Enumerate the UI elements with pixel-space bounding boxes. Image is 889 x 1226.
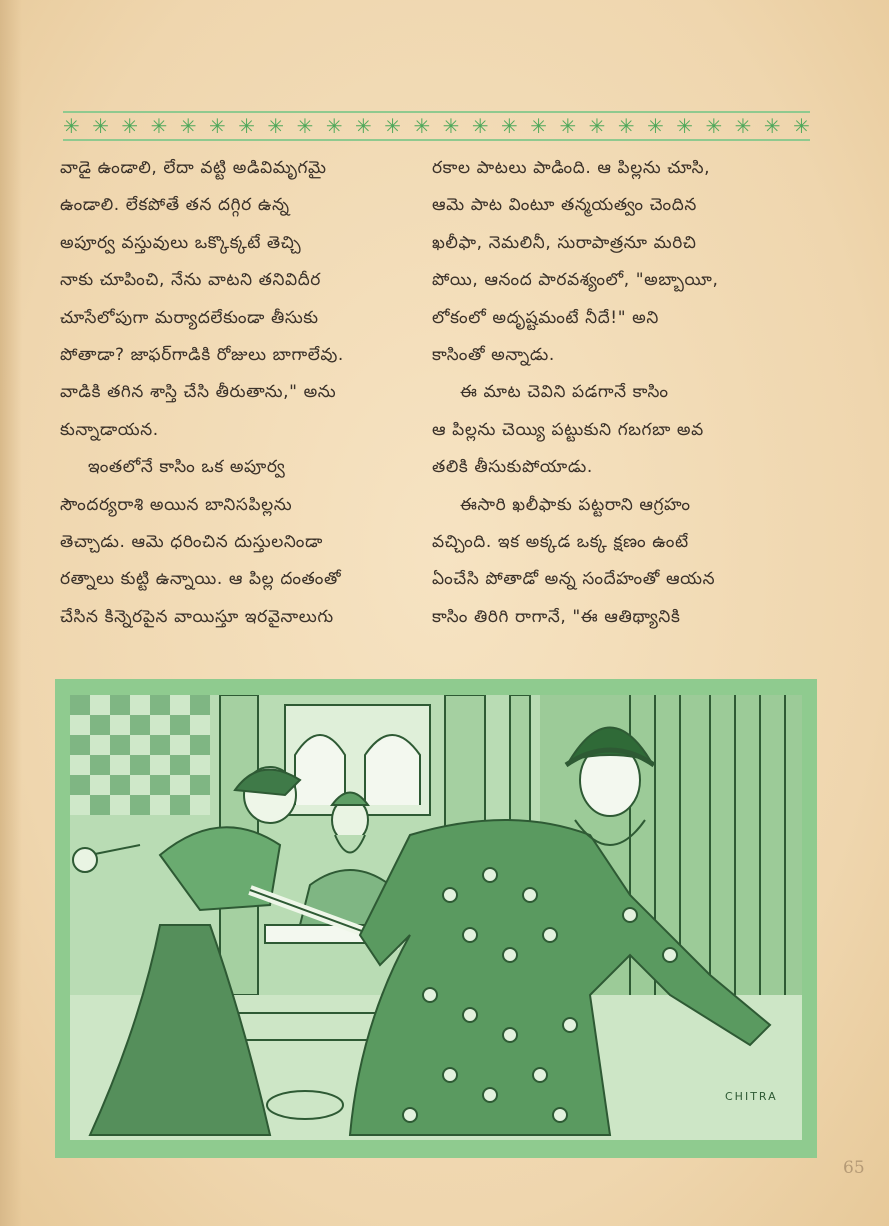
border-star-icon: ✳	[734, 114, 752, 138]
text-line: కాసిం తిరిగి రాగానే, "ఈ ఆతిథ్యానికి	[432, 606, 681, 627]
text-line: ఈసారి ఖలీఫాకు పట్టరాని ఆగ్రహం	[460, 494, 691, 515]
text-line: అపూర్వ వస్తువులు ఒక్కొక్కటే తెచ్చి	[60, 232, 302, 253]
text-line: చేసిన కిన్నెరపైన వాయిస్తూ ఇరవైనాలుగు	[60, 606, 334, 627]
text-line: ఈ మాట చెవిని పడగానే కాసిం	[460, 382, 669, 403]
text-line: వాడికి తగిన శాస్తి చేసి తీరుతాను," అను	[60, 382, 337, 403]
text-line: తలికి తీసుకుపోయాడు.	[432, 457, 593, 478]
text-line: వాడై ఉండాలి, లేదా వట్టి అడివిమృగమై	[60, 158, 327, 178]
text-column-left	[60, 150, 420, 636]
border-star-icon: ✳	[763, 114, 781, 138]
border-star-icon: ✳	[63, 114, 80, 138]
text-column-right	[432, 150, 792, 636]
text-line: కాసింతో అన్నాడు.	[432, 344, 555, 365]
border-star-icon: ✳	[617, 114, 635, 138]
border-star-icon: ✳	[355, 114, 372, 138]
border-star-icon: ✳	[92, 114, 109, 138]
text-line: పోయి, ఆనంద పారవశ్యంలో, "అబ్బాయీ,	[432, 270, 719, 291]
text-line: ఇంతలోనే కాసిం ఒక అపూర్వ	[88, 457, 286, 478]
page-spine-shadow	[0, 0, 22, 1226]
border-star-icon: ✳	[501, 114, 518, 138]
artist-signature: CHITRA	[725, 1090, 778, 1103]
text-line: సౌందర్యరాశి అయిన బానిసపిల్లను	[60, 494, 293, 515]
story-illustration	[55, 679, 817, 1158]
checkered-wall	[70, 695, 210, 815]
illustration-artwork	[70, 695, 802, 1140]
border-star-icon: ✳	[384, 114, 401, 138]
border-star-icon: ✳	[150, 114, 168, 138]
text-line: నాకు చూపించి, నేను వాటని తనివిదీర	[60, 270, 321, 291]
text-line: రత్నాలు కుట్టి ఉన్నాయి. ఆ పిల్ల దంతంతో	[60, 569, 342, 590]
border-star-icon: ✳	[676, 114, 694, 138]
page-number: 65	[843, 1158, 865, 1178]
text-line: చూసేలోపుగా మర్యాదలేకుండా తీసుకు	[60, 307, 319, 328]
text-line: రకాల పాటలు పాడింది. ఆ పిల్లను చూసి,	[432, 158, 711, 178]
border-star-icon: ✳	[325, 114, 343, 138]
text-line: ఖలీఫా, నెమలినీ, సురాపాత్రనూ మరిచి	[432, 232, 697, 253]
text-line: ఆ పిల్లను చెయ్యి పట్టుకుని గబగబా అవ	[432, 419, 704, 440]
border-star-icon: ✳	[267, 114, 285, 138]
border-star-icon: ✳	[238, 114, 255, 138]
text-line: ఆమె పాట వింటూ తన్మయత్వం చెందిన	[432, 195, 697, 216]
border-star-icon: ✳	[471, 114, 489, 138]
border-star-icon: ✳	[413, 114, 431, 138]
text-line: ఉండాలి. లేకపోతే తన దగ్గిర ఉన్న	[60, 195, 290, 216]
text-line: లోకంలో అదృష్టమంటే నీదే!" అని	[432, 307, 659, 328]
border-star-icon: ✳	[705, 114, 723, 138]
border-star-icon: ✳	[588, 114, 606, 138]
border-star-icon: ✳	[647, 114, 664, 138]
border-star-icon: ✳	[793, 114, 810, 138]
border-star-icon: ✳	[121, 114, 139, 138]
border-star-icon: ✳	[209, 114, 226, 138]
text-line: పోతాడా? జాఫర్‌గాడికి రోజులు బాగాలేవు.	[60, 344, 344, 365]
text-line: వచ్చింది. ఇక అక్కడ ఒక్క క్షణం ఉంటే	[432, 531, 689, 552]
text-line: తెచ్చాడు. ఆమె ధరించిన దుస్తులనిండా	[60, 531, 323, 552]
text-line: కున్నాడాయన.	[60, 419, 159, 440]
border-star-icon: ✳	[296, 114, 314, 138]
text-line: ఏంచేసి పోతాడో అన్న సందేహంతో ఆయన	[432, 569, 716, 590]
border-star-icon: ✳	[179, 114, 197, 138]
border-star-icon: ✳	[442, 114, 460, 138]
decorative-border	[63, 111, 810, 141]
border-star-icon: ✳	[559, 114, 577, 138]
border-star-icon: ✳	[530, 114, 548, 138]
